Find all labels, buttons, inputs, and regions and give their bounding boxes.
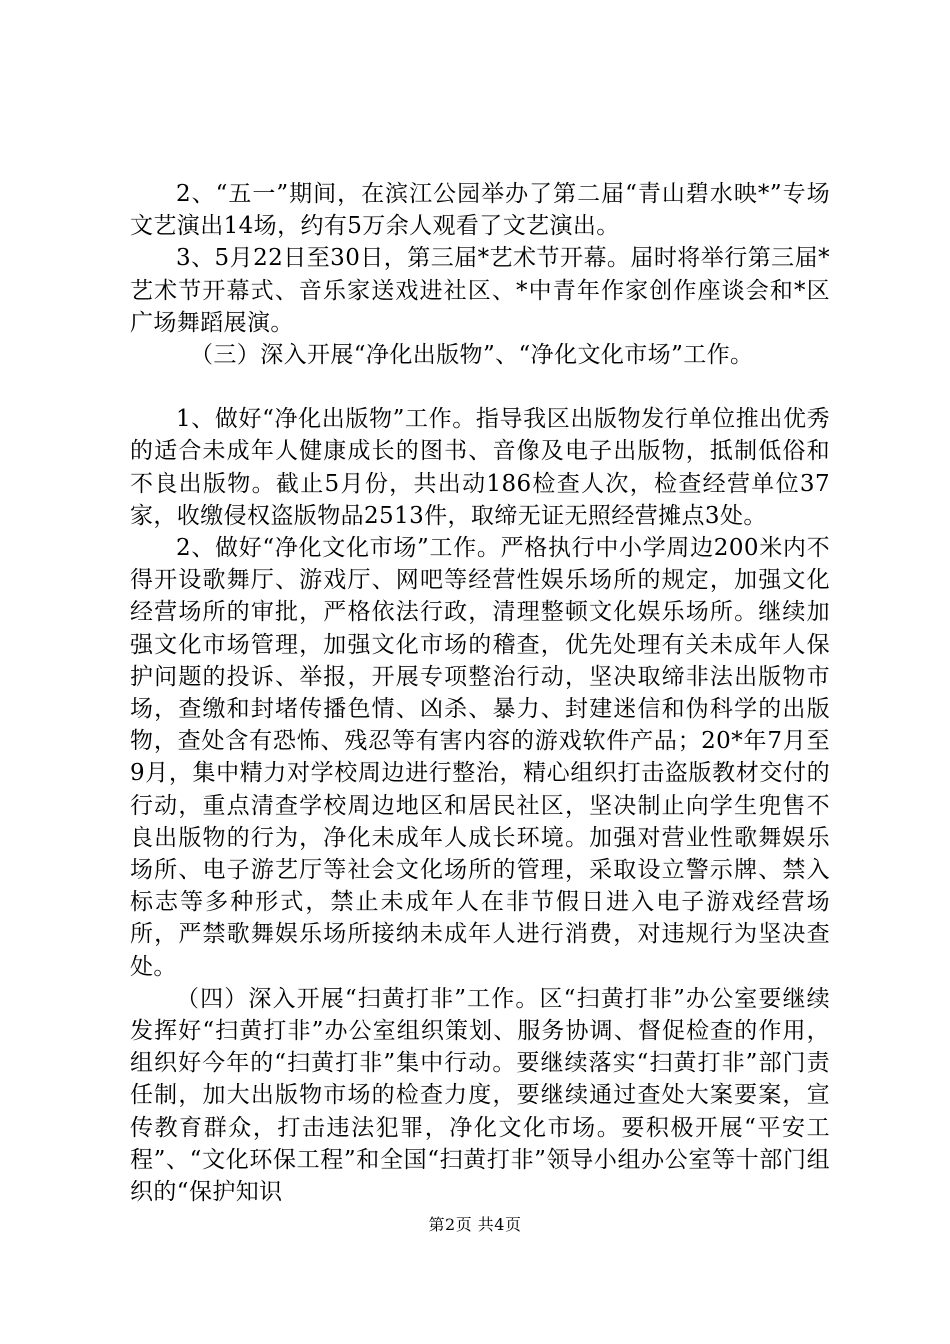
paragraph-clean-market: 2、做好“净化文化市场”工作。严格执行中小学周边200米内不得开设歌舞厅、游戏厅、网吧等经营性娱乐场所的规定，加强文化经营场所的审批，严格依法行政，清理整顿文化娱乐场所。继续加强文化市场管理，加强文化市场的稽查，优先处理有关未成年人保护问题的投诉、举报，开展专项整治行动，坚决取缔非法出版物市场，查缴和封堵传播色情、凶杀、暴力、封建迷信和伪科学的出版物，查处含有恐怖、残忍等有害内容的游戏软件产品；20*年7月至9月，集中精力对学校周边进行整治，精心组织打击盗版教材交付的行动，重点清查学校周边地区和居民社区，坚决制止向学生兜售不良出版物的行为，净化未成年人成长环境。加强对营业性歌舞娱乐场所、电子游艺厅等社会文化场所的管理，采取设立警示牌、禁入标志等多种形式，禁止未成年人在非节假日进入电子游戏经营场所，严禁歌舞娱乐场所接纳未成年人进行消费，对违规行为坚决查处。	[130, 535, 830, 980]
paragraph-item-2: 2、“五一”期间，在滨江公园举办了第二届“青山碧水映*”专场文艺演出14场，约有5万余人观看了文艺演出。	[130, 181, 830, 240]
paragraph-section-4: （四）深入开展“扫黄打非”工作。区“扫黄打非”办公室要继续发挥好“扫黄打非”办公室组织策划、服务协调、督促检查的作用，组织好今年的“扫黄打非”集中行动。要继续落实“扫黄打非”部门责任制，加大出版物市场的检查力度，要继续通过查处大案要案，宣传教育群众，打击违法犯罪，净化文化市场。要积极开展“平安工程”、“文化环保工程”和全国“扫黄打非”领导小组办公室等十部门组织的“保护知识	[130, 985, 830, 1206]
section-heading-3: （三）深入开展“净化出版物”、“净化文化市场”工作。	[190, 342, 754, 369]
paragraph-clean-publications: 1、做好“净化出版物”工作。指导我区出版物发行单位推出优秀的适合未成年人健康成长的图书、音像及电子出版物，抵制低俗和不良出版物。截止5月份，共出动186检查人次，检查经营单位37家，收缴侵权盗版物品2513件，取缔无证无照经营摊点3处。	[130, 406, 830, 529]
page-footer: 第2页 共4页	[428, 1215, 522, 1234]
paragraph-item-3: 3、5月22日至30日，第三届*艺术节开幕。届时将举行第三届*艺术节开幕式、音乐家送戏进社区、*中青年作家创作座谈会和*区广场舞蹈展演。	[130, 245, 830, 336]
document-body	[130, 178, 830, 1208]
